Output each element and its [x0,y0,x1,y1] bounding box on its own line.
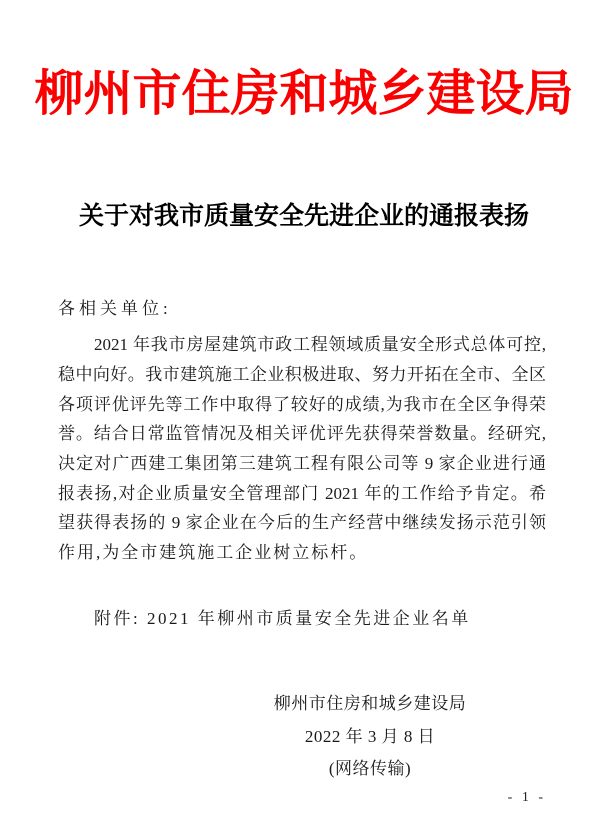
paragraph-line: 望获得表扬的 9 家企业在今后的生产经营中继续发扬示范引领 [58,513,546,533]
paragraph-line: 各项评优评先等工作中取得了较好的成绩,为我市在全区争得荣 [58,394,546,414]
salutation-line: 各相关单位: [58,299,172,318]
document-body [58,294,546,568]
transmission-note: (网络传输) [328,759,412,778]
paragraph-line: 决定对广西建工集团第三建筑工程有限公司等 9 家企业进行通 [58,453,546,473]
paragraph-line: 誉。结合日常监管情况及相关评优评先获得荣誉数量。经研究, [58,424,546,444]
paragraph-line: 报表扬,对企业质量安全管理部门 2021 年的工作给予肯定。希 [58,483,546,503]
paragraph-line: 2021 年我市房屋建筑市政工程领域质量安全形式总体可控, [94,335,546,355]
signature-date: 2022 年 3 月 8 日 [304,726,436,746]
signature-org-name: 柳州市住房和城乡建设局 [273,694,467,713]
main-paragraph [58,330,546,568]
paragraph-line: 稳中向好。我市建筑施工企业积极进取、努力开拓在全市、全区 [58,364,546,384]
signature-block [240,688,500,786]
attachment-line: 附件: 2021 年柳州市质量安全先进企业名单 [94,609,471,628]
document-title: 关于对我市质量安全先进企业的通报表扬 [78,203,529,230]
page-number: - 1 - [507,790,546,805]
paragraph-line: 作用,为全市建筑施工企业树立标杆。 [58,543,369,563]
agency-letterhead-title: 柳州市住房和城乡建设局 [34,66,574,121]
